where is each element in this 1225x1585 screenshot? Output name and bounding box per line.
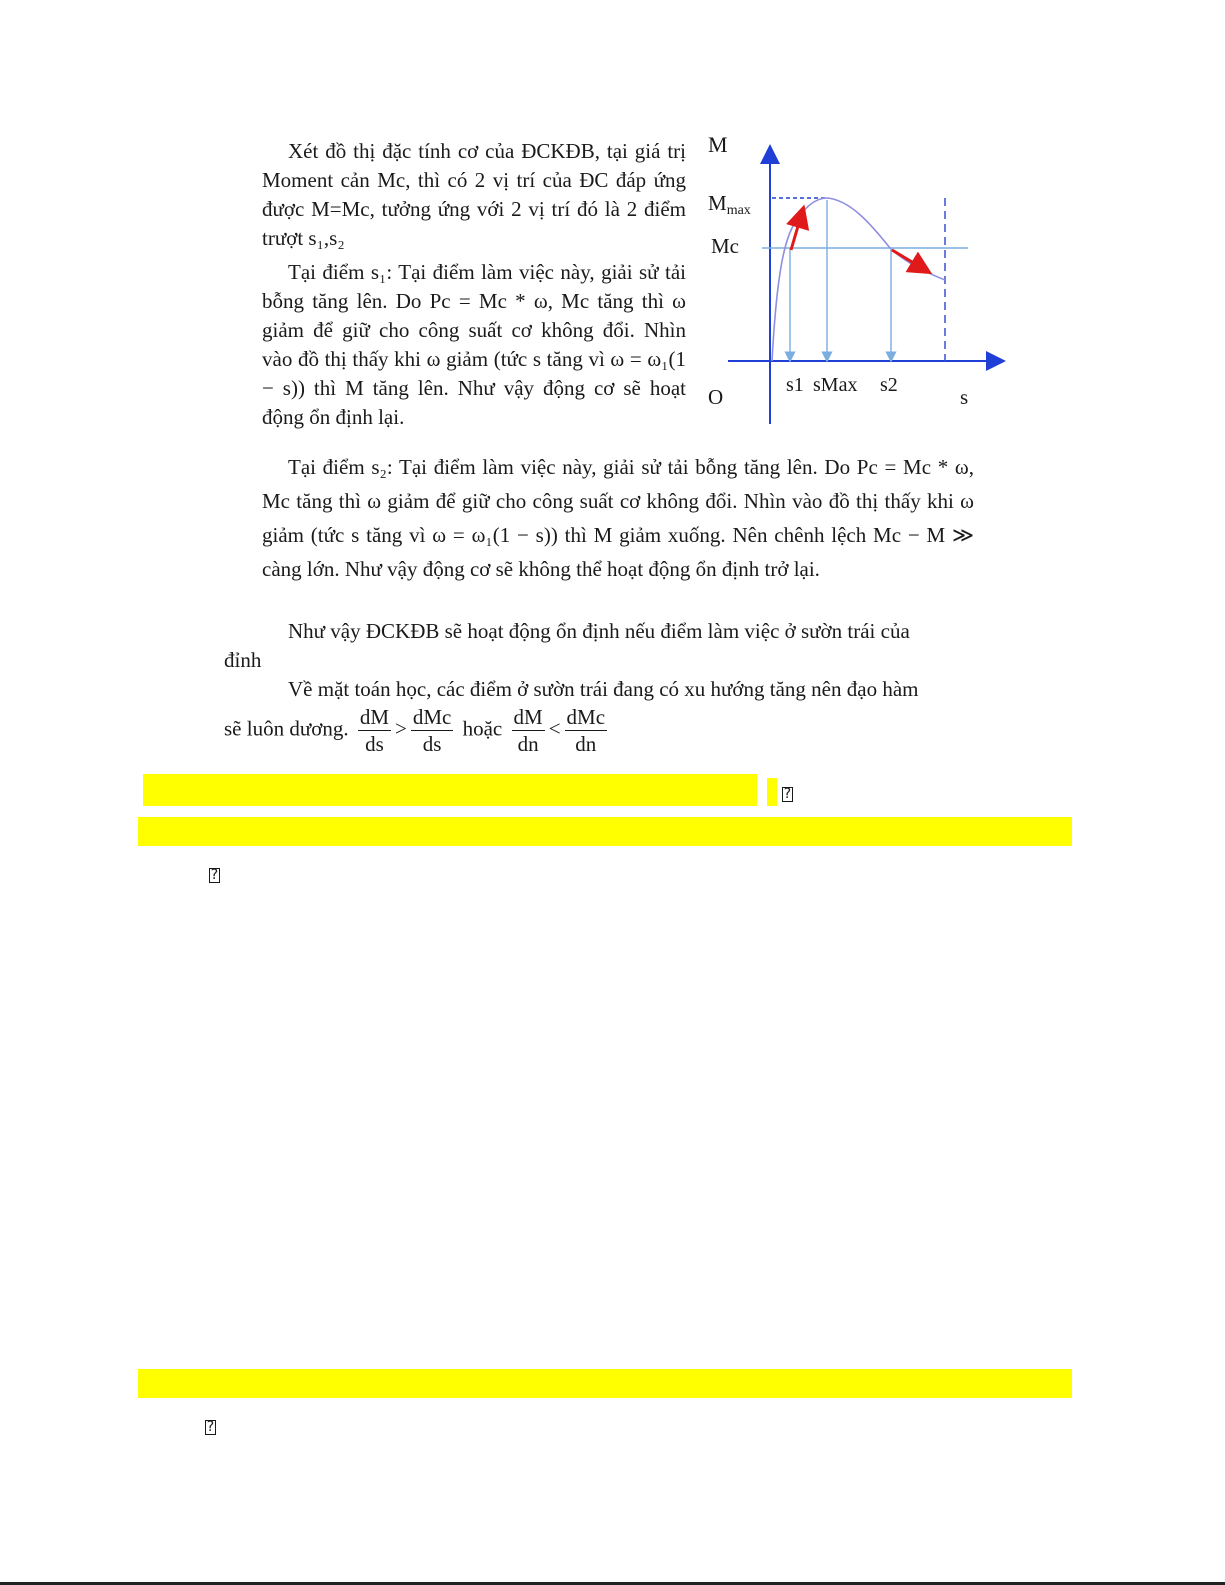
label-Mmax [708,191,751,218]
fraction-2-num: dMc [412,705,452,729]
red-arrow-s2 [892,250,922,268]
fraction-dMc-dn [565,704,608,757]
highlight-bar-2 [138,817,1072,846]
missing-glyph-3: ? [206,1419,215,1435]
formula-prefix: sẽ luôn dương. [224,716,349,741]
highlight-bar-1 [143,774,757,806]
label-mmax-main: M [708,191,727,215]
highlight-bar-1b [767,778,777,806]
paragraph-1: Xét đồ thị đặc tính cơ của ĐCKĐB, tại giá trị Moment cản Mc, thì có 2 vị trí của ĐC đáp ứng được M=Mc, tưởng ứng với 2 vị trí đó là 2 điểm trượt s₁,s₂ [262,139,686,250]
label-mmax-sub: max [726,203,751,218]
label-s2: s2 [880,374,898,396]
greater-than: > [395,716,407,741]
fraction-2-den: ds [422,732,442,756]
highlight-bar-3 [138,1369,1072,1398]
label-s: s [960,385,969,409]
fraction-dMc-ds [411,704,454,757]
fraction-4-num: dMc [566,705,606,729]
label-M: M [708,132,728,157]
paragraph-2: Tại điểm s₁: Tại điểm làm việc này, giải sử tải bỗng tăng lên. Do Pc = Mc * ω, Mc tăng thì ω giảm để giữ cho công suất cơ không đổi. Nhìn vào đồ thị thấy khi ω giảm (tức s tăng vì ω = ω₁(1 − s)) thì M tăng lên. Như vậy động cơ sẽ hoạt động ổn định lại. [262,260,686,429]
formula-or: hoặc [462,716,503,741]
less-than: < [548,716,561,741]
paragraph-3: Tại điểm s₂: Tại điểm làm việc này, giải sử tải bỗng tăng lên. Do Pc = Mc * ω, Mc tăng thì ω giảm để giữ cho công suất cơ không đổi. Nhìn vào đồ thị thấy khi ω giảm (tức s tăng vì ω = ω₁(1 − s)) thì M giảm xuống. Nên chênh lệch Mc − M ≫ càng lớn. Như vậy động cơ sẽ không thể hoạt động ổn định trở lại. [262,455,974,581]
fraction-dM-dn [512,704,545,757]
label-s1: s1 [786,374,804,396]
label-Mc: Mc [711,234,739,258]
paragraph-4-line-2: đỉnh [224,648,262,672]
mechanical-characteristic-graph [700,128,1010,428]
fraction-3-num: dM [513,705,543,729]
label-sMax: sMax [813,374,858,396]
fraction-1-den: ds [365,732,384,756]
fraction-4-den: dn [575,732,597,756]
fraction-3-den: dn [517,732,539,756]
paragraph-5-formula-line [224,704,611,757]
fraction-dM-ds [358,704,391,757]
paragraph-4-line-1: Như vậy ĐCKĐB sẽ hoạt động ổn định nếu điểm làm việc ở sườn trái của [288,619,910,643]
fraction-1-num: dM [359,705,390,729]
label-O: O [708,385,724,409]
missing-glyph-2: ? [210,867,219,883]
paragraph-5-line-1: Về mặt toán học, các điểm ở sườn trái đang có xu hướng tăng nên đạo hàm [288,677,919,701]
missing-glyph-1: ? [783,786,792,802]
